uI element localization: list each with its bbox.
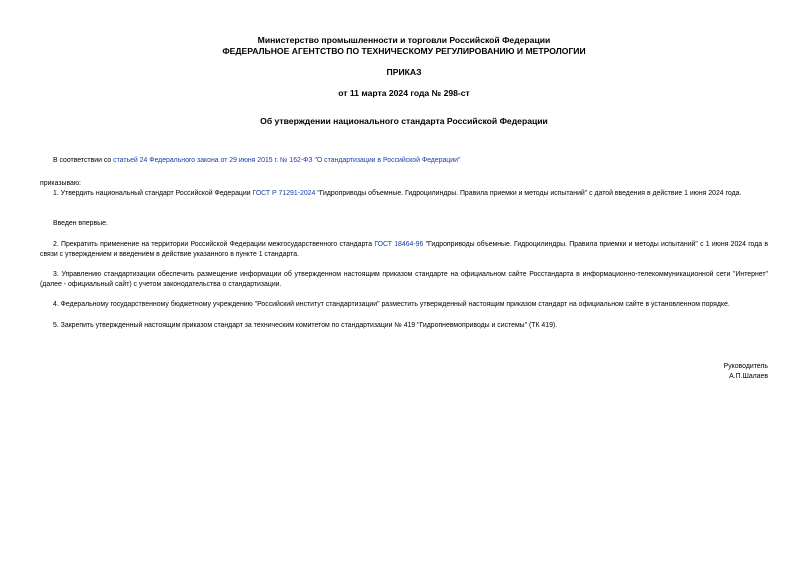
item-4-paragraph: 4. Федеральному государственному бюджетному учреждению "Российский институт стандартизации" разместить утвержденный настоящим приказом стандарт на официальном сайте в установленном порядке. xyxy=(53,301,730,308)
item-2-paragraph xyxy=(40,240,768,260)
law-link[interactable]: статьей 24 Федерального закона от 29 июня 2015 г. № 162-ФЗ "О стандартизации в Российской Федерации" xyxy=(113,157,461,164)
signature-name: А.П.Шалаев xyxy=(729,373,768,380)
gost-r-71291-link[interactable]: ГОСТ Р 71291-2024 xyxy=(252,190,316,197)
gost-18464-link[interactable]: ГОСТ 18464-96 xyxy=(374,241,424,248)
ministry-heading: Министерство промышленности и торговли Российской Федерации xyxy=(257,35,551,45)
item-1-text-end: "Гидроприводы объемные. Гидроцилиндры. Правила приемки и методы испытаний" с датой введения в действие 1 июня 2024 года. xyxy=(315,190,742,197)
item-1-paragraph xyxy=(40,189,768,199)
item-3-paragraph: 3. Управлению стандартизации обеспечить размещение информации об утвержденном настоящим приказом стандарте на официальном сайте Росстандарта в информационно-телекоммуникационной сети "Интернет" (далее - официальный сайт) с учетом законодательства о стандартизации. xyxy=(40,271,768,288)
agency-heading: ФЕДЕРАЛЬНОЕ АГЕНТСТВО ПО ТЕХНИЧЕСКОМУ РЕГУЛИРОВАНИЮ И МЕТРОЛОГИИ xyxy=(222,46,586,56)
item-2-text-end: "Гидроприводы объемные. Гидроцилиндры. Правила приемки и методы испытаний" с 1 июня 2024 года в связи с утверждением и введением в действие указанного в пункте 1 стандарта. xyxy=(40,241,768,258)
preamble-paragraph xyxy=(40,156,768,166)
introduced-note: Введен впервые. xyxy=(53,220,108,227)
item-5-paragraph: 5. Закрепить утвержденный настоящим приказом стандарт за техническим комитетом по стандартизации № 419 "Гидропневмоприводы и системы" (ТК 419). xyxy=(53,322,558,329)
item-1-text-start: 1. Утвердить национальный стандарт Российской Федерации xyxy=(53,190,253,197)
document-title: Об утверждении национального стандарта Российской Федерации xyxy=(260,116,548,126)
date-number-heading: от 11 марта 2024 года № 298-ст xyxy=(338,88,470,98)
doc-type-heading: ПРИКАЗ xyxy=(386,67,422,77)
signature-role: Руководитель xyxy=(723,363,768,370)
order-word: приказываю: xyxy=(40,180,81,187)
item-2-text-start: 2. Прекратить применение на территории Российской Федерации межгосударственного стандарта xyxy=(53,241,375,248)
preamble-prefix: В соответствии со xyxy=(53,157,114,164)
